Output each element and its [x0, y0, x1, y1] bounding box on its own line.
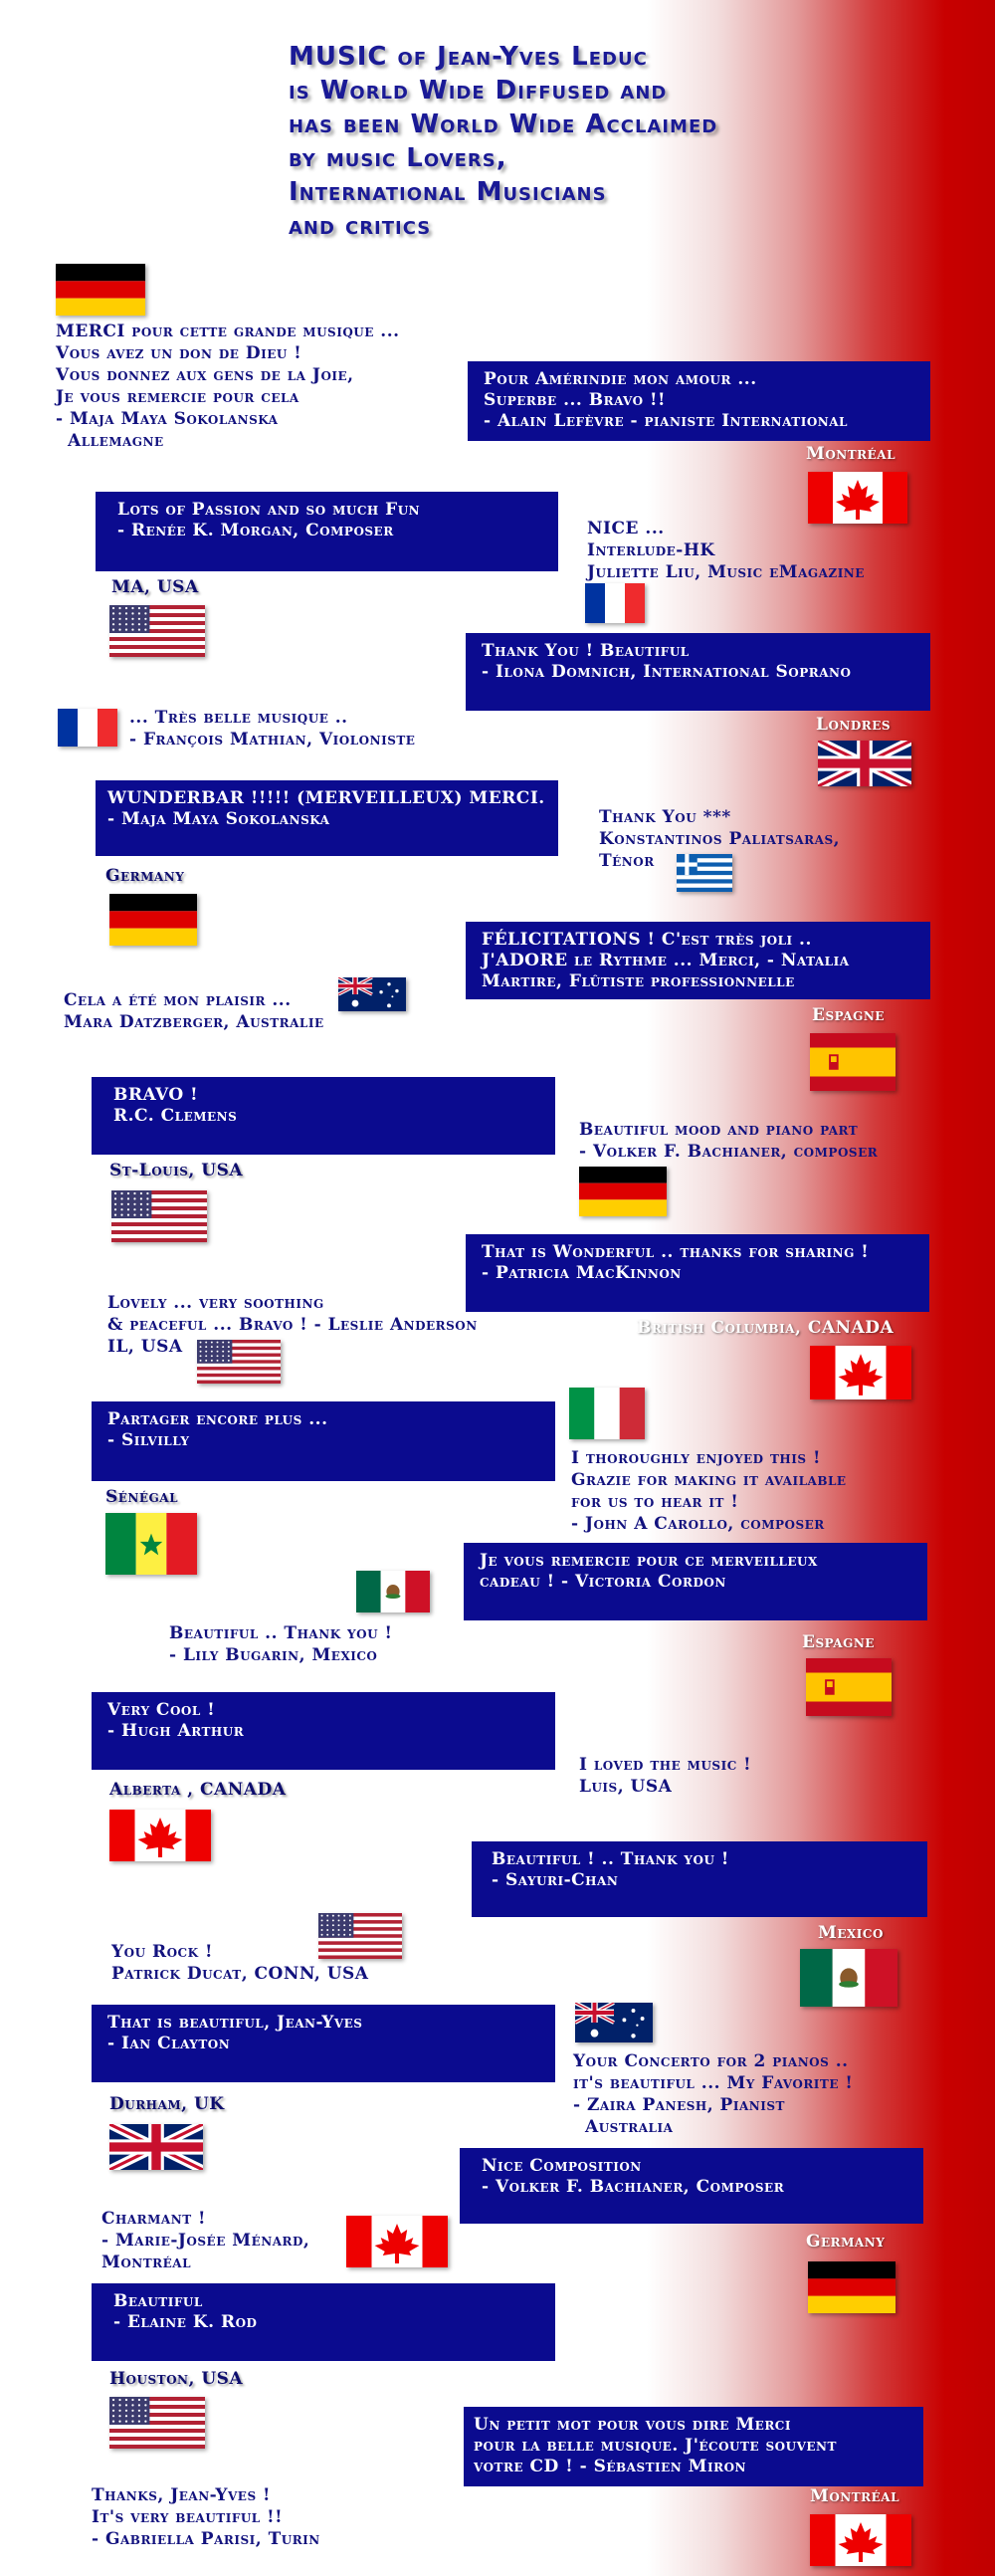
comment-line: Thanks, Jean-Yves !: [92, 2485, 271, 2505]
comment-text: [571, 1447, 847, 1535]
mexico-flag: [356, 1571, 430, 1612]
greece-flag: [677, 854, 732, 892]
place-label: Houston, USA: [109, 2369, 244, 2389]
place-label: MA, USA: [111, 577, 199, 597]
comment-box: [472, 1841, 927, 1917]
comment-line: That is beautiful, Jean-Yves: [107, 2013, 363, 2033]
comment-line: - Ilona Domnich, International Soprano: [482, 662, 852, 682]
comment-line: I loved the music !: [579, 1755, 752, 1775]
uk-flag: [109, 2124, 203, 2170]
france-flag: [585, 583, 645, 623]
comment-line: - Zaira Panesh, Pianist: [573, 2095, 785, 2115]
comment-line: MERCI pour cette grande musique ...: [56, 322, 400, 341]
comment-line: Montréal: [101, 2253, 192, 2272]
canada-flag: [346, 2216, 448, 2267]
title-line: is World Wide Diffused and: [289, 76, 668, 106]
comment-line: Vous avez un don de Dieu !: [56, 343, 302, 363]
comment-line: Konstantinos Paliatsaras,: [599, 829, 841, 849]
comment-line: - Ian Clayton: [107, 2034, 231, 2053]
italy-flag: [569, 1388, 645, 1439]
comment-text: [587, 518, 865, 583]
place-label: Montréal: [810, 2486, 900, 2506]
comment-box: [92, 1692, 555, 1770]
comment-line: It's very beautiful !!: [92, 2507, 284, 2527]
comment-line: Luis, USA: [579, 1777, 673, 1797]
comment-text: [64, 989, 324, 1033]
comment-line: Superbe ... Bravo !!: [484, 390, 666, 410]
comment-line: for us to hear it !: [571, 1492, 739, 1512]
usa-flag: [109, 2397, 205, 2449]
comment-box: [468, 361, 930, 441]
place-label: Mexico: [818, 1923, 884, 1943]
australia-flag: [575, 2003, 653, 2042]
title-line: International Musicians: [289, 177, 607, 207]
comment-box: [96, 492, 558, 571]
comment-line: Ténor: [599, 851, 655, 871]
spain-flag: [806, 1658, 892, 1716]
comment-box: [96, 780, 558, 856]
comment-box: [92, 2283, 555, 2361]
comment-line: FÉLICITATIONS ! C'est très joli ..: [482, 930, 812, 950]
comment-line: cadeau ! - Victoria Cordon: [480, 1572, 726, 1592]
usa-flag: [109, 605, 205, 657]
comment-line: - Volker F. Bachianer, Composer: [482, 2177, 785, 2197]
comment-line: Un petit mot pour vous dire Merci: [474, 2415, 791, 2435]
comment-line: Patrick Ducat, CONN, USA: [111, 1964, 369, 1984]
comment-line: pour la belle musique. J'écoute souvent: [474, 2436, 837, 2456]
comment-line: IL, USA: [107, 1337, 183, 1357]
comment-text: [579, 1119, 878, 1163]
comment-line: That is Wonderful .. thanks for sharing !: [482, 1242, 870, 1262]
spain-flag: [810, 1033, 896, 1091]
comment-line: ... Très belle musique ..: [129, 708, 348, 728]
comment-line: Partager encore plus ...: [107, 1409, 328, 1429]
title-line: by music Lovers,: [289, 143, 507, 173]
mexico-flag: [800, 1949, 897, 2007]
comment-box: [466, 633, 930, 711]
place-label: Sénégal: [105, 1487, 179, 1507]
comment-box: [92, 2005, 555, 2082]
place-label: Germany: [105, 866, 185, 886]
comment-box: [460, 2148, 923, 2224]
comment-line: Mara Datzberger, Australie: [64, 1012, 324, 1032]
comment-box: [92, 1401, 555, 1481]
germany-flag: [109, 894, 197, 946]
comment-line: Beautiful: [113, 2291, 203, 2311]
comment-line: Beautiful mood and piano part: [579, 1120, 859, 1140]
place-label: Durham, UK: [109, 2094, 225, 2114]
comment-text: [101, 2208, 309, 2273]
comment-line: Allemagne: [68, 431, 164, 451]
place-label: Londres: [816, 715, 892, 735]
germany-flag: [56, 264, 145, 316]
comment-line: - Silvilly: [107, 1430, 190, 1450]
comment-line: - Marie-Josée Ménard,: [101, 2231, 310, 2251]
comment-box: [466, 1234, 929, 1312]
comment-line: J'ADORE le Rythme ... Merci, - Natalia: [482, 951, 850, 970]
comment-line: Thank You ***: [599, 807, 731, 827]
comment-text: [579, 1754, 751, 1798]
comment-line: - Patricia MacKinnon: [482, 1263, 682, 1283]
comment-line: - John A Carollo, composer: [571, 1514, 825, 1534]
comment-line: - Lily Bugarin, Mexico: [169, 1645, 378, 1665]
title-line: and critics: [289, 211, 432, 241]
usa-flag: [111, 1190, 207, 1242]
comment-box: [92, 1077, 555, 1155]
comment-line: Beautiful .. Thank you !: [169, 1623, 393, 1643]
canada-flag: [109, 1810, 211, 1861]
comment-text: [573, 2050, 853, 2138]
comment-line: - Alain Lefèvre - pianiste International: [484, 411, 848, 431]
comment-line: it's beautiful ... My Favorite !: [573, 2073, 854, 2093]
comment-line: - Renée K. Morgan, Composer: [117, 521, 394, 540]
comment-line: Australia: [585, 2117, 674, 2137]
comment-line: - François Mathian, Violoniste: [129, 730, 416, 750]
place-label: British Columbia, CANADA: [637, 1318, 895, 1338]
comment-line: Beautiful ! .. Thank you !: [492, 1849, 729, 1869]
comment-box: [464, 2407, 923, 2486]
comment-line: Grazie for making it available: [571, 1470, 847, 1490]
comment-line: Martire, Flûtiste professionnelle: [482, 971, 795, 991]
comment-text: [107, 1292, 478, 1358]
australia-flag: [338, 977, 406, 1011]
comment-line: - Sayuri-Chan: [492, 1870, 619, 1890]
france-flag: [58, 709, 117, 747]
canada-flag: [810, 2514, 911, 2566]
comment-line: - Gabriella Parisi, Turin: [92, 2529, 320, 2549]
comment-line: Pour Amérindie mon amour ...: [484, 369, 757, 389]
comment-line: Cela a été mon plaisir ...: [64, 990, 292, 1010]
canada-flag: [810, 1346, 911, 1399]
place-label: St-Louis, USA: [109, 1161, 244, 1181]
comment-text: [129, 707, 415, 751]
comment-line: BRAVO !: [113, 1085, 199, 1105]
canada-flag: [808, 472, 907, 524]
comment-line: Interlude-HK: [587, 540, 715, 560]
comment-text: [169, 1622, 392, 1666]
comment-line: & peaceful ... Bravo ! - Leslie Anderson: [107, 1315, 478, 1335]
usa-flag: [197, 1340, 281, 1384]
comment-text: [92, 2484, 320, 2550]
germany-flag: [808, 2261, 896, 2313]
comment-line: Nice Composition: [482, 2156, 642, 2176]
comment-line: R.C. Clemens: [113, 1106, 238, 1126]
place-label: Espagne: [812, 1005, 885, 1025]
place-label: Montréal: [806, 444, 896, 464]
comment-line: You Rock !: [111, 1942, 213, 1962]
comment-box: [464, 1543, 927, 1620]
comment-line: Juliette Liu, Music eMagazine: [587, 562, 865, 582]
comment-line: - Hugh Arthur: [107, 1721, 245, 1741]
comment-line: Je vous remercie pour cela: [56, 387, 299, 407]
comment-line: Thank You ! Beautiful: [482, 641, 690, 661]
comment-line: NICE ...: [587, 519, 665, 538]
comment-line: Very Cool !: [107, 1700, 216, 1720]
comment-line: Vous donnez aux gens de la Joie,: [56, 365, 354, 385]
comment-line: Lots of Passion and so much Fun: [117, 500, 421, 520]
comment-line: - Elaine K. Rod: [113, 2312, 258, 2332]
comment-text: [111, 1941, 369, 1985]
page-title: [289, 40, 925, 243]
place-label: Espagne: [802, 1632, 875, 1652]
comment-line: Je vous remercie pour ce merveilleux: [480, 1551, 818, 1571]
title-line: MUSIC of Jean-Yves Leduc: [289, 42, 648, 72]
comment-text: [56, 321, 400, 452]
comment-line: Charmant !: [101, 2209, 207, 2229]
germany-flag: [579, 1167, 667, 1216]
title-line: has been World Wide Acclaimed: [289, 109, 718, 139]
place-label: Alberta , CANADA: [109, 1780, 287, 1800]
comment-line: - Maja Maya Sokolanska: [56, 409, 279, 429]
comment-line: - Maja Maya Sokolanska: [107, 809, 330, 829]
uk-flag: [818, 741, 911, 786]
comment-line: I thoroughly enjoyed this !: [571, 1448, 821, 1468]
comment-line: - Volker F. Bachianer, composer: [579, 1142, 879, 1162]
comment-line: Your Concerto for 2 pianos ..: [573, 2051, 849, 2071]
comment-box: [466, 922, 930, 999]
comment-line: Lovely ... very soothing: [107, 1293, 324, 1313]
place-label: Germany: [806, 2232, 886, 2252]
senegal-flag: [105, 1513, 197, 1575]
comment-line: WUNDERBAR !!!!! (MERVEILLEUX) MERCI.: [107, 788, 545, 808]
comment-line: votre CD ! - Sébastien Miron: [474, 2457, 747, 2476]
